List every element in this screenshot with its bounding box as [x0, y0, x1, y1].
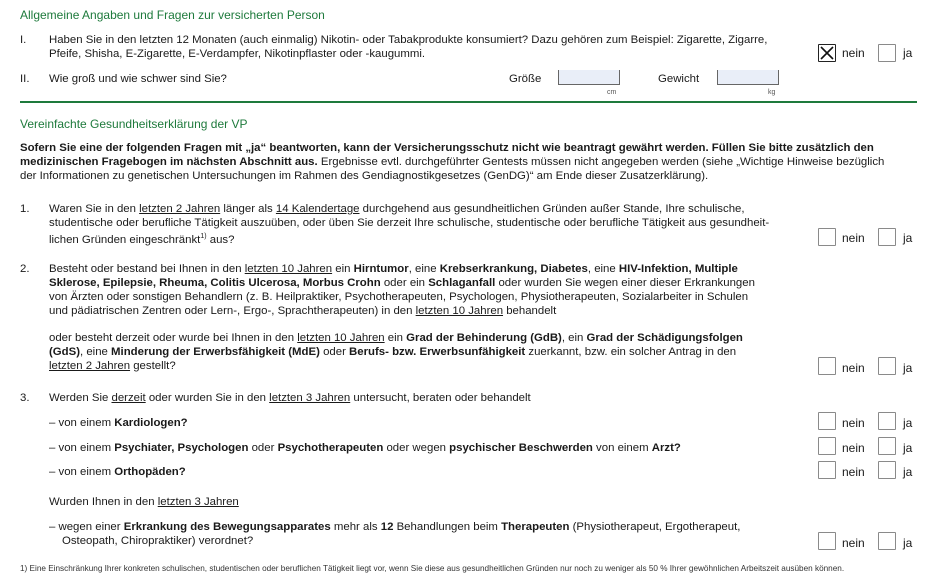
yes-label: ja — [903, 441, 913, 455]
q1-no-checkbox[interactable] — [818, 228, 836, 246]
no-label: nein — [842, 441, 865, 455]
no-label: nein — [842, 536, 865, 550]
yes-label: ja — [903, 416, 913, 430]
footnote: 1) Eine Einschränkung Ihrer konkreten schulischen, studentischen oder beruflichen Tätigkeit liegt vor, wenn Sie diese aus gesundheitlichen Gründen nur noch zu weniger als 50 % Ihrer gewöhnlichen Arbeitszeit ausüben können. — [20, 564, 845, 573]
section-title-health: Vereinfachte Gesundheitserklärung der VP — [20, 117, 248, 131]
nicotine-yes-checkbox[interactable] — [878, 44, 896, 62]
q2-no-checkbox[interactable] — [818, 357, 836, 375]
intro-line: Sofern Sie eine der folgenden Fragen mit „ja“ beantworten, kann der Versicherungsschutz nicht wie beantragt gewährt werden. Füllen Sie bitte zusätzlich den — [20, 142, 874, 154]
question-text: Besteht oder bestand bei Ihnen in den letzten 10 Jahren ein Hirntumor, eine Krebserkrankung, Diabetes, eine HIV-Infektion, Multiple — [49, 263, 738, 275]
question-text: von Ärzten oder sonstigen Behandlern (z. B. Heilpraktiker, Psychotherapeuten, Psychologen, Physiotherapeuten, Sozialarbeiter in Schulen — [49, 291, 749, 303]
yes-label: ja — [903, 231, 913, 245]
sub-question-psychiatrist: – von einem Psychiater, Psychologen oder Psychotherapeuten oder wegen psychischer Beschwerden von einem Arzt? — [49, 442, 681, 454]
sub-question-orthopedist: – von einem Orthopäden? — [49, 466, 186, 478]
question-text: letzten 2 Jahren gestellt? — [49, 360, 176, 372]
question-text: (GdS), eine Minderung der Erwerbsfähigkeit (MdE) oder Berufs- bzw. Erwerbsunfähigkeit zuerkannt, bzw. ein solcher Antrag in den — [49, 346, 737, 358]
sub-question-cardiologist: – von einem Kardiologen? — [49, 417, 188, 429]
sub-question-therapist: Osteopath, Chiropraktiker) verordnet? — [62, 535, 254, 547]
question-text: Pfeife, Shisha, E-Zigarette, E-Verdampfer, Nikotinpflaster oder -kaugummi. — [49, 48, 426, 60]
question-number: 1. — [20, 203, 30, 215]
check-x-icon — [820, 46, 834, 60]
question-text: Wurden Ihnen in den letzten 3 Jahren — [49, 496, 239, 508]
question-number: 2. — [20, 263, 30, 275]
intro-line: medizinischen Fragebogen im nächsten Abschnitt aus. Ergebnisse evtl. durchgeführter Gentests müssen nicht angegeben werden (siehe „Wichtige Hinweise bezüglich — [20, 156, 885, 168]
q3b-no-checkbox[interactable] — [818, 437, 836, 455]
section-divider — [20, 101, 917, 103]
q3d-yes-checkbox[interactable] — [878, 532, 896, 550]
no-label: nein — [842, 361, 865, 375]
weight-input[interactable] — [717, 70, 779, 85]
yes-label: ja — [903, 361, 913, 375]
q1-yes-checkbox[interactable] — [878, 228, 896, 246]
yes-label: ja — [903, 536, 913, 550]
question-text: Waren Sie in den letzten 2 Jahren länger als 14 Kalendertage durchgehend aus gesundheitlichen Gründen außer Stande, Ihre schulische, — [49, 203, 745, 215]
q2-yes-checkbox[interactable] — [878, 357, 896, 375]
question-text: und pädiatrischen Zentren oder Lern-, Ergo-, Sprachtherapeuten) in den letzten 10 Jahren behandelt — [49, 305, 557, 317]
q3c-no-checkbox[interactable] — [818, 461, 836, 479]
nicotine-no-checkbox[interactable] — [818, 44, 836, 62]
q3a-no-checkbox[interactable] — [818, 412, 836, 430]
q3a-yes-checkbox[interactable] — [878, 412, 896, 430]
question-text: Wie groß und wie schwer sind Sie? — [49, 73, 227, 85]
yes-label: ja — [903, 46, 913, 60]
weight-unit: kg — [768, 89, 776, 96]
no-label: nein — [842, 231, 865, 245]
question-number: 3. — [20, 392, 30, 404]
no-label: nein — [842, 465, 865, 479]
q3b-yes-checkbox[interactable] — [878, 437, 896, 455]
question-text: Sklerose, Epilepsie, Rheuma, Colitis Ulcerosa, Morbus Crohn oder ein Schlaganfall oder wurden Sie wegen einer dieser Erkrankungen — [49, 277, 755, 289]
q3d-no-checkbox[interactable] — [818, 532, 836, 550]
question-text: studentische oder berufliche Tätigkeit auszuüben, oder üben Sie derzeit Ihre schulische, studentische oder berufliche Tätigkeit aus gesundheit- — [49, 217, 770, 229]
question-text: lichen Gründen eingeschränkt$^{1)}$ aus? — [49, 233, 235, 246]
weight-label: Gewicht — [658, 73, 700, 85]
no-label: nein — [842, 416, 865, 430]
question-text: Werden Sie derzeit oder wurden Sie in den letzten 3 Jahren untersucht, beraten oder behandelt — [49, 392, 531, 404]
intro-line: der Informationen zu genetischen Untersuchungen im Rahmen des Gendiagnostikgesetzes (GenDG)“ am Ende dieser Zusatzerklärung). — [20, 170, 709, 182]
section-title-general: Allgemeine Angaben und Fragen zur versicherten Person — [20, 8, 325, 22]
height-unit: cm — [607, 89, 617, 96]
height-label: Größe — [509, 73, 542, 85]
question-number: II. — [20, 73, 30, 85]
yes-label: ja — [903, 465, 913, 479]
sub-question-therapist: – wegen einer Erkrankung des Bewegungsapparates mehr als 12 Behandlungen beim Therapeuten (Physiotherapeut, Ergotherapeut, — [49, 521, 741, 533]
q3c-yes-checkbox[interactable] — [878, 461, 896, 479]
question-number: I. — [20, 34, 27, 46]
question-text: oder besteht derzeit oder wurde bei Ihnen in den letzten 10 Jahren ein Grad der Behinderung (GdB), ein Grad der Schädigungsfolgen — [49, 332, 743, 344]
height-input[interactable] — [558, 70, 620, 85]
question-text: Haben Sie in den letzten 12 Monaten (auch einmalig) Nikotin- oder Tabakprodukte konsumiert? Dazu gehören zum Beispiel: Zigarette, Zigarre, — [49, 34, 768, 46]
no-label: nein — [842, 46, 865, 60]
